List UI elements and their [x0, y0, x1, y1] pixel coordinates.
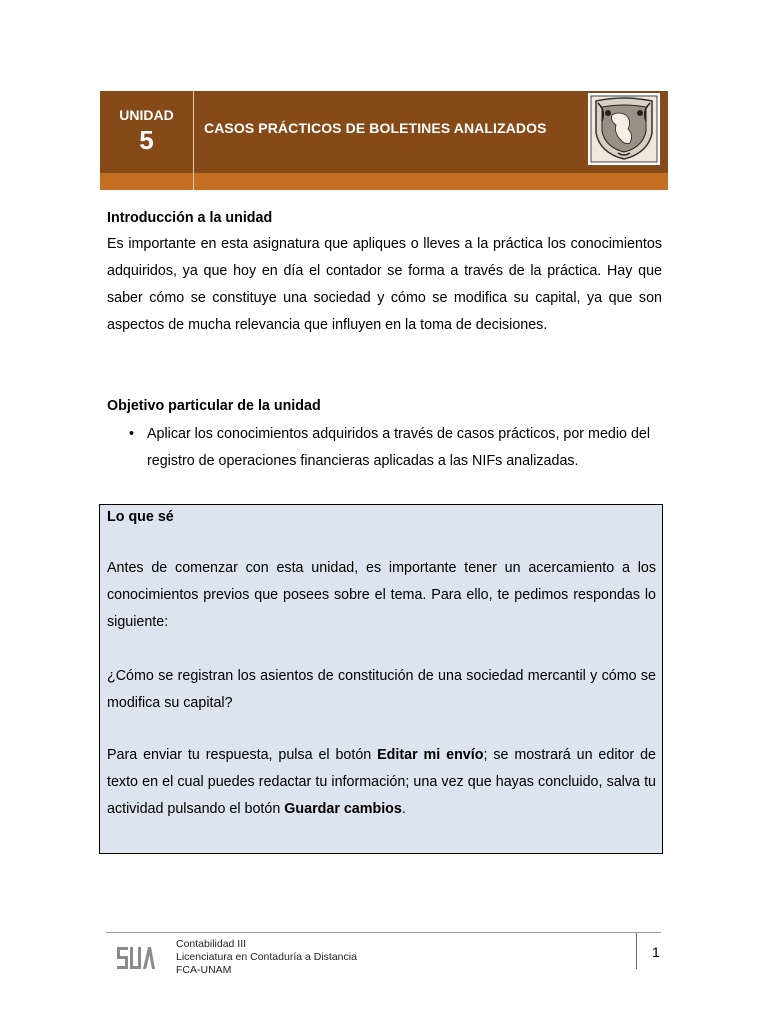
box-paragraph-1: Antes de comenzar con esta unidad, es importante tener un acercamiento a los conocimientos previos que posees sobre el tema. Para ello, te pedimos respondas lo siguiente:: [107, 560, 656, 630]
unit-number: 5: [139, 125, 154, 155]
list-item: [107, 421, 662, 475]
box-title: Lo que sé: [107, 509, 174, 525]
footer-divider: [106, 932, 661, 933]
page-number: 1: [652, 944, 660, 960]
header-stripe: [100, 173, 668, 190]
editar-envio-label: Editar mi envío: [377, 747, 484, 763]
box-paragraph-3: [107, 742, 656, 823]
footer-program: Licenciatura en Contaduría a Distancia: [176, 951, 357, 963]
objective-heading: Objetivo particular de la unidad: [107, 398, 321, 414]
footer-institution: FCA-UNAM: [176, 964, 232, 976]
intro-paragraph: Es importante en esta asignatura que apliques o lleves a la práctica los conocimientos adquiridos, ya que hoy en día el contador se forma a través de la práctica. Hay que saber cómo se constituye una sociedad y cómo se modifica su capital, ya que son aspectos de mucha relevancia que influyen en la toma de decisiones.: [107, 236, 662, 333]
footer-course: Contabilidad III: [176, 938, 247, 950]
header-divider: [193, 91, 194, 190]
bullet-icon: •: [129, 426, 135, 442]
box-p3-text-a: Para enviar tu respuesta, pulsa el botón: [107, 747, 378, 763]
objective-list: [107, 421, 662, 475]
unit-header: [100, 91, 668, 190]
unit-title: CASOS PRÁCTICOS DE BOLETINES ANALIZADOS: [204, 120, 547, 136]
box-p3-text-e: .: [401, 801, 406, 817]
intro-heading: Introducción a la unidad: [107, 210, 273, 226]
unit-label: UNIDAD: [119, 107, 174, 123]
unit-box: [100, 91, 193, 173]
unam-seal-icon: [588, 93, 660, 165]
footer-text: [176, 938, 357, 977]
box-paragraph-2: ¿Cómo se registran los asientos de constitución de una sociedad mercantil y cómo se modifica su capital?: [107, 668, 656, 711]
box-p3-text-c: ; se mostrará un editor de texto en el cual puedes redactar tu información; una vez que hayas concluido, salva tu actividad pulsando el botón: [107, 747, 656, 817]
objective-item-text: Aplicar los conocimientos adquiridos a través de casos prácticos, por medio del registro de operaciones financieras aplicadas a las NIFs analizadas.: [147, 426, 651, 469]
guardar-cambios-label: Guardar cambios: [284, 801, 402, 817]
sua-logo-icon: [117, 947, 155, 969]
footer-vertical-divider: [636, 933, 637, 969]
lo-que-se-box: [99, 504, 663, 854]
